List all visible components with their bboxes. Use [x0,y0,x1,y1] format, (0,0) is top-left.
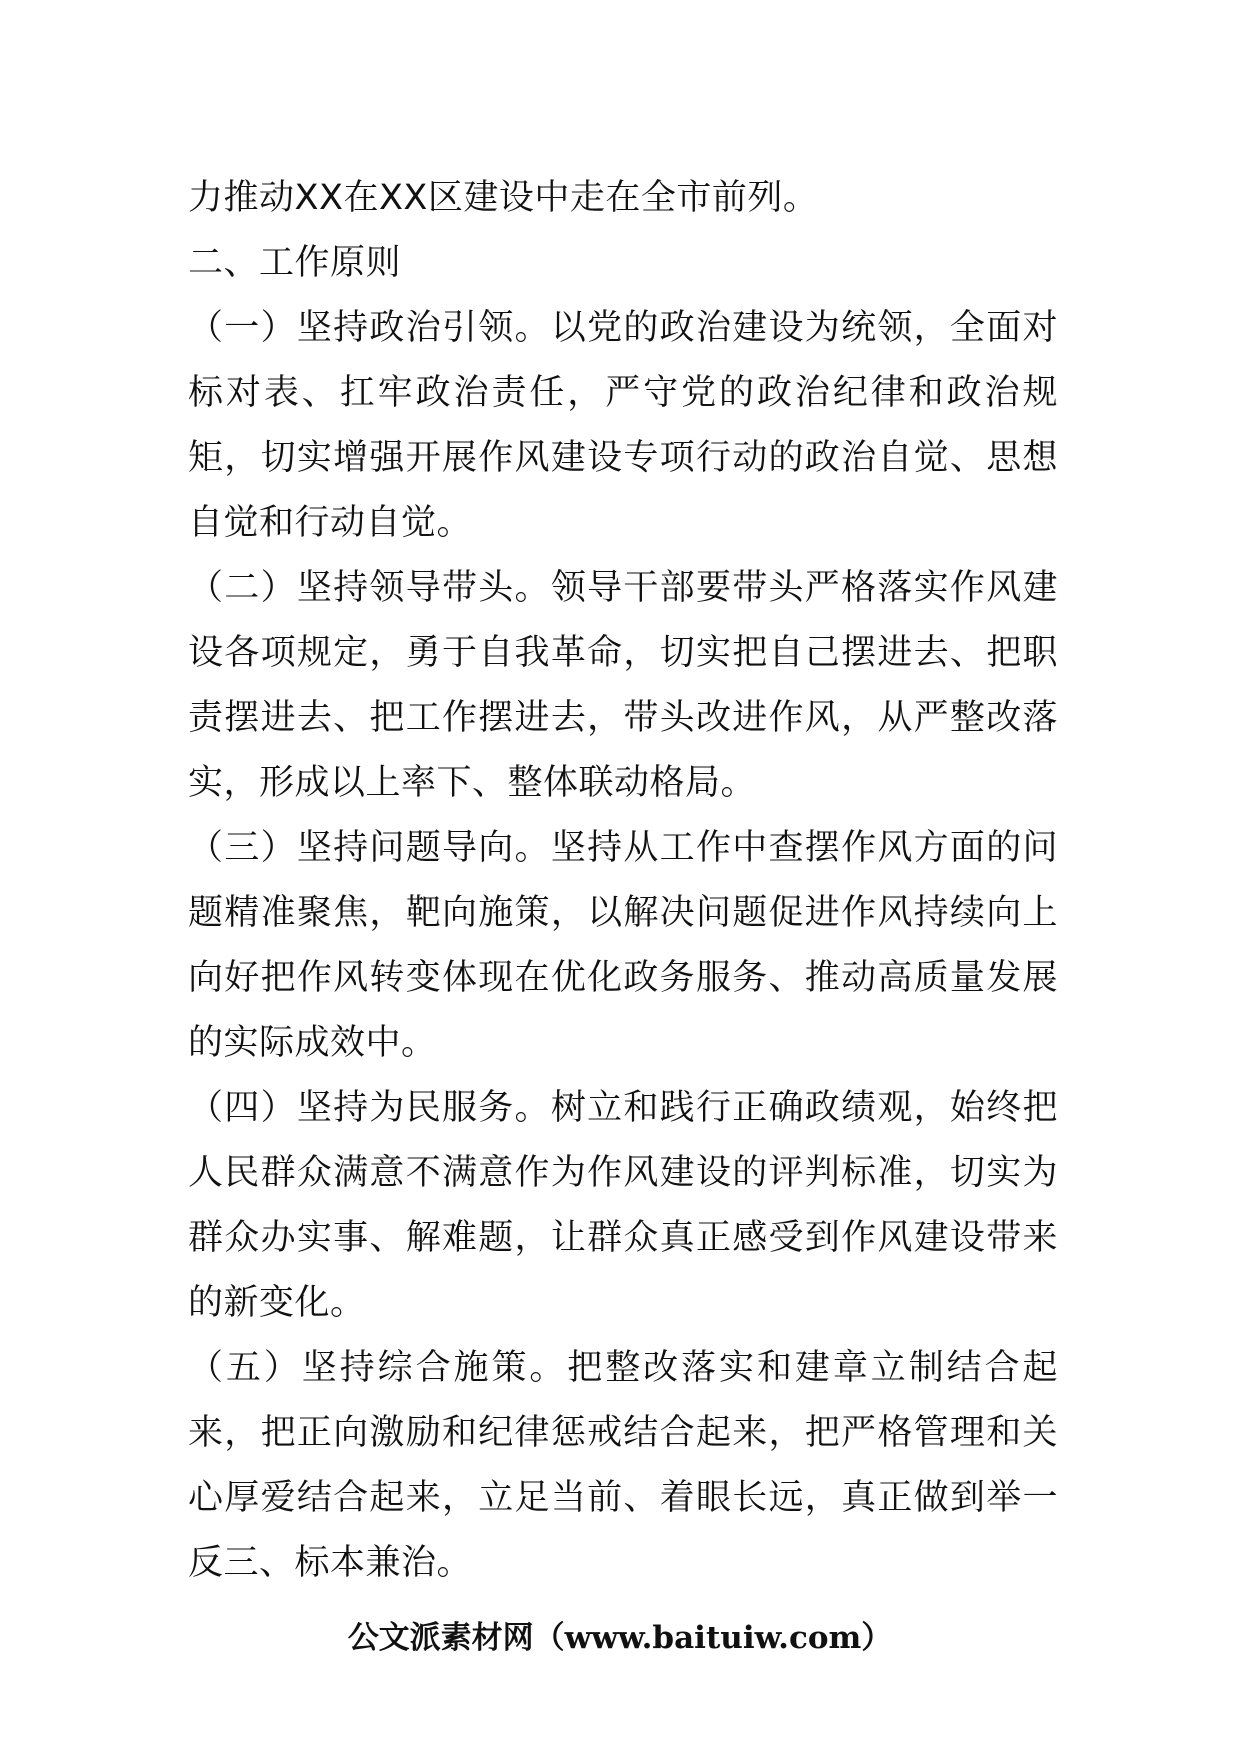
paragraph-principle-5: （五）坚持综合施策。把整改落实和建章立制结合起来，把正向激励和纪律惩戒结合起来，把严格管理和关心厚爱结合起来，立足当前、着眼长远，真正做到举一反三、标本兼治。 [188,1348,1058,1583]
paragraph-principle-4: （四）坚持为民服务。树立和践行正确政绩观，始终把人民群众满意不满意作为作风建设的评判标准，切实为群众办实事、解难题，让群众真正感受到作风建设带来的新变化。 [188,1088,1058,1323]
document-body [188,166,1058,1596]
section-heading: 二、工作原则 [188,243,402,283]
footer-watermark: 公文派素材网（www.baituiw.com） [347,1620,893,1656]
paragraph-principle-2: （二）坚持领导带头。领导干部要带头严格落实作风建设各项规定，勇于自我革命，切实把自己摆进去、把职责摆进去、把工作摆进去，带头改进作风，从严整改落实，形成以上率下、整体联动格局。 [188,568,1058,803]
paragraph-principle-1: （一）坚持政治引领。以党的政治建设为统领，全面对标对表、扛牢政治责任，严守党的政治纪律和政治规矩，切实增强开展作风建设专项行动的政治自觉、思想自觉和行动自觉。 [188,308,1058,543]
paragraph-principle-3: （三）坚持问题导向。坚持从工作中查摆作风方面的问题精准聚焦，靶向施策，以解决问题促进作风持续向上向好把作风转变体现在优化政务服务、推动高质量发展的实际成效中。 [188,828,1058,1063]
paragraph-continuation: 力推动XX在XX区建设中走在全市前列。 [188,178,819,218]
